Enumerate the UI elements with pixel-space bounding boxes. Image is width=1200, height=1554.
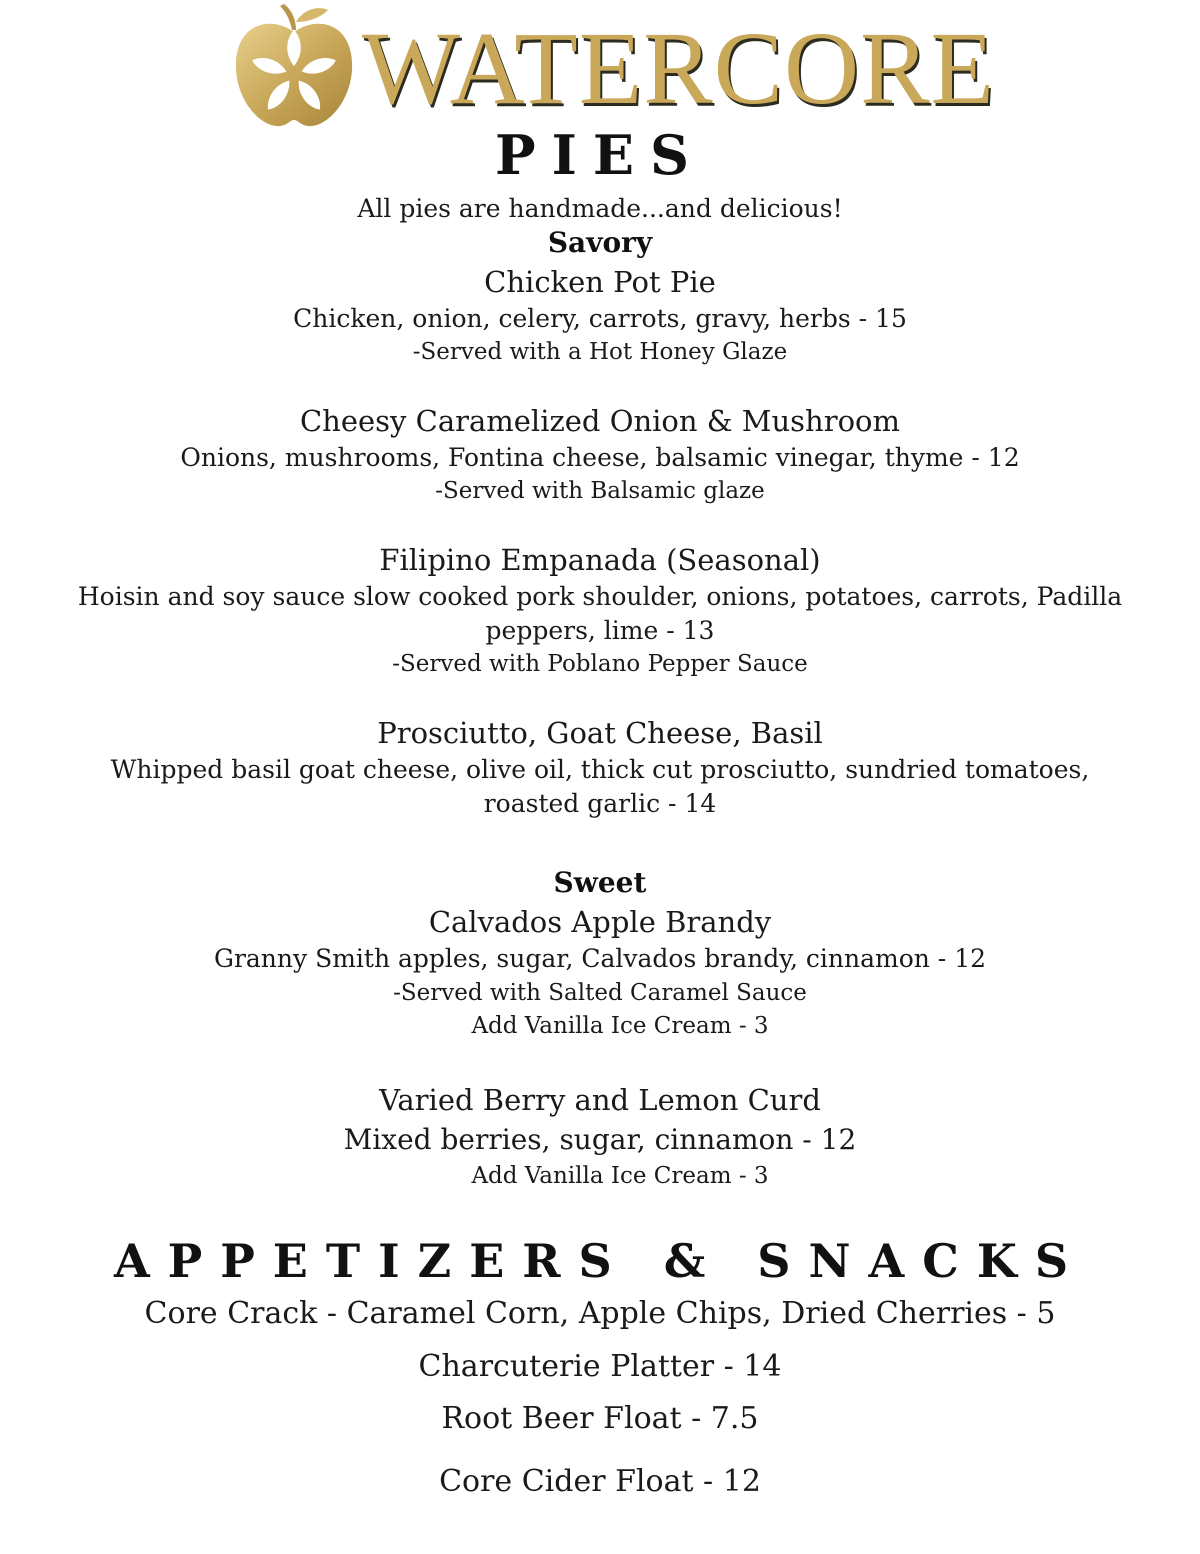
snack-item: Core Crack - Caramel Corn, Apple Chips, Dried Cherries - 5 [144, 1296, 1056, 1331]
apple-flower-icon [232, 2, 356, 130]
pies-title: PIES [494, 123, 706, 187]
menu-item-description: Chicken, onion, celery, carrots, gravy, herbs - 15 [293, 304, 907, 333]
appetizers-title: APPETIZERS & SNACKS [113, 1234, 1087, 1288]
menu-item-name: Cheesy Caramelized Onion & Mushroom [299, 404, 901, 438]
menu-item-addon: Add Vanilla Ice Cream - 3 [471, 1013, 769, 1039]
menu-item-name: Filipino Empanada (Seasonal) [379, 543, 821, 577]
menu-item-name: Varied Berry and Lemon Curd [379, 1083, 821, 1117]
menu-item-description: Mixed berries, sugar, cinnamon - 12 [343, 1123, 857, 1156]
brand-name: WATERCORE [362, 11, 995, 126]
menu-item-name: Calvados Apple Brandy [428, 905, 772, 939]
menu-item-name: Prosciutto, Goat Cheese, Basil [377, 716, 823, 750]
savory-heading: Savory [547, 226, 653, 259]
menu-item-name: Chicken Pot Pie [484, 265, 716, 299]
sweet-heading: Sweet [553, 866, 647, 899]
snack-item: Core Cider Float - 12 [439, 1464, 761, 1499]
menu-item-description: peppers, lime - 13 [485, 616, 715, 645]
menu-item-note: -Served with Poblano Pepper Sauce [392, 651, 808, 677]
menu-item-note: -Served with Balsamic glaze [435, 478, 765, 504]
menu-item-description: Granny Smith apples, sugar, Calvados brandy, cinnamon - 12 [213, 944, 987, 973]
snack-item: Charcuterie Platter - 14 [418, 1349, 782, 1384]
snack-item: Root Beer Float - 7.5 [441, 1401, 759, 1436]
menu-item-description: Hoisin and soy sauce slow cooked pork shoulder, onions, potatoes, carrots, Padilla [77, 582, 1123, 611]
menu-item-description: roasted garlic - 14 [483, 789, 717, 818]
menu-item-description: Whipped basil goat cheese, olive oil, thick cut prosciutto, sundried tomatoes, [110, 755, 1090, 784]
menu-item-description: Onions, mushrooms, Fontina cheese, balsamic vinegar, thyme - 12 [180, 443, 1020, 472]
pies-tagline: All pies are handmade...and delicious! [357, 194, 843, 223]
menu-item-addon: Add Vanilla Ice Cream - 3 [471, 1163, 769, 1189]
menu-item-note: -Served with Salted Caramel Sauce [393, 980, 807, 1006]
menu-item-note: -Served with a Hot Honey Glaze [412, 339, 788, 365]
